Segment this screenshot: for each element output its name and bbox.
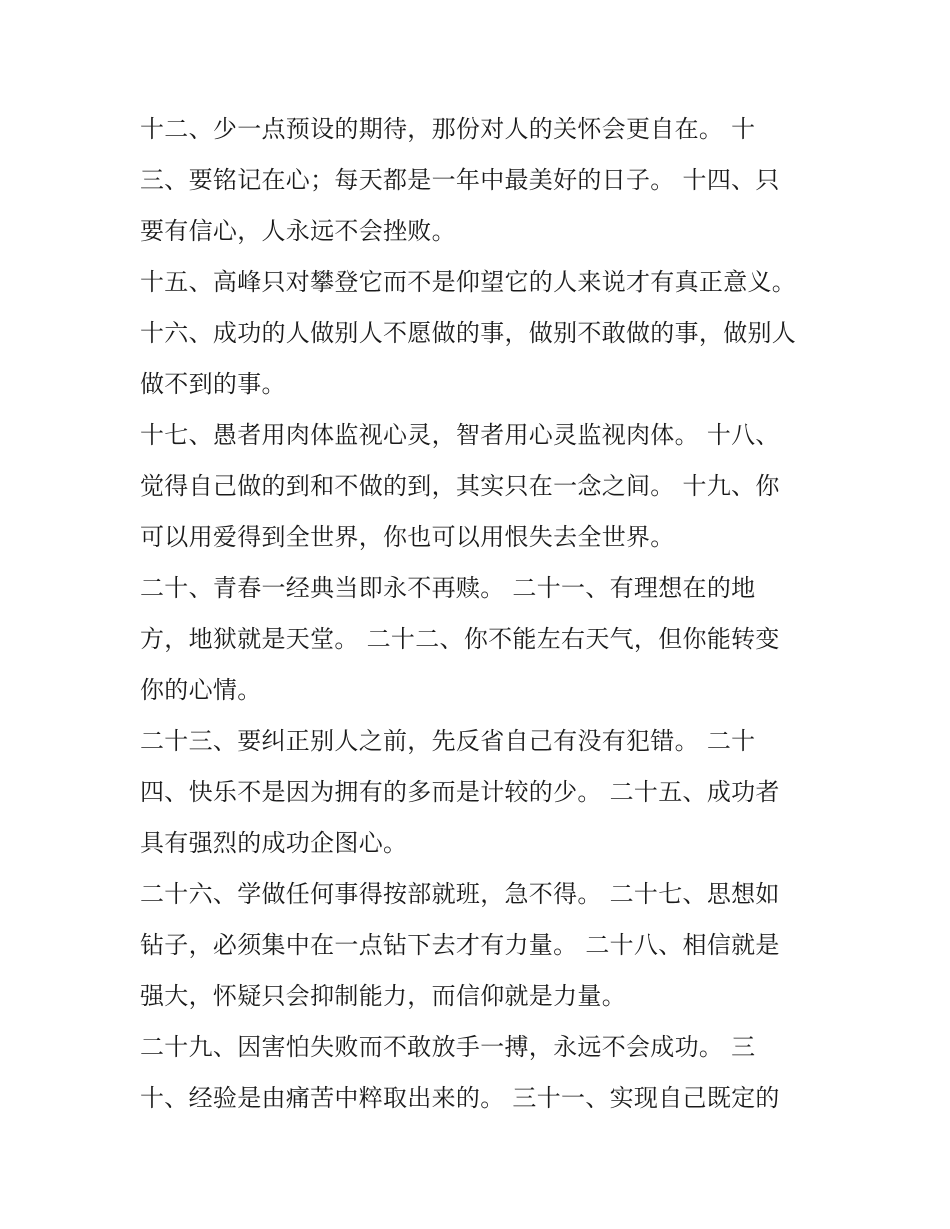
text-line: 做不到的事。	[140, 370, 286, 398]
text-line: 四、快乐不是因为拥有的多而是计较的少。 二十五、成功者	[140, 778, 780, 806]
text-line: 可以用爱得到全世界，你也可以用恨失去全世界。	[140, 523, 675, 551]
text-line: 觉得自己做的到和不做的到，其实只在一念之间。 十九、你	[140, 472, 780, 500]
text-line: 二十六、学做任何事得按部就班，急不得。 二十七、思想如	[140, 880, 780, 908]
text-line: 十五、高峰只对攀登它而不是仰望它的人来说才有真正意义。	[140, 268, 797, 296]
text-line: 十六、成功的人做别人不愿做的事，做别不敢做的事，做别人	[140, 319, 797, 347]
text-line: 你的心情。	[140, 676, 262, 704]
text-line: 二十九、因害怕失败而不敢放手一搏，永远不会成功。 三	[140, 1033, 756, 1061]
text-line: 十、经验是由痛苦中粹取出来的。 三十一、实现自己既定的	[140, 1084, 780, 1112]
text-line: 具有强烈的成功企图心。	[140, 829, 408, 857]
text-line: 钻子，必须集中在一点钻下去才有力量。 二十八、相信就是	[140, 931, 780, 959]
text-line: 十七、愚者用肉体监视心灵，智者用心灵监视肉体。 十八、	[140, 421, 780, 449]
text-line: 二十三、要纠正别人之前，先反省自己有没有犯错。 二十	[140, 727, 756, 755]
document-body	[140, 104, 840, 1124]
text-line: 三、要铭记在心；每天都是一年中最美好的日子。 十四、只	[140, 166, 780, 194]
text-line: 十二、少一点预设的期待，那份对人的关怀会更自在。 十	[140, 115, 756, 143]
text-line: 方，地狱就是天堂。 二十二、你不能左右天气，但你能转变	[140, 625, 780, 653]
text-line: 二十、青春一经典当即永不再赎。 二十一、有理想在的地	[140, 574, 756, 602]
text-line: 强大，怀疑只会抑制能力，而信仰就是力量。	[140, 982, 626, 1010]
text-line: 要有信心，人永远不会挫败。	[140, 217, 456, 245]
